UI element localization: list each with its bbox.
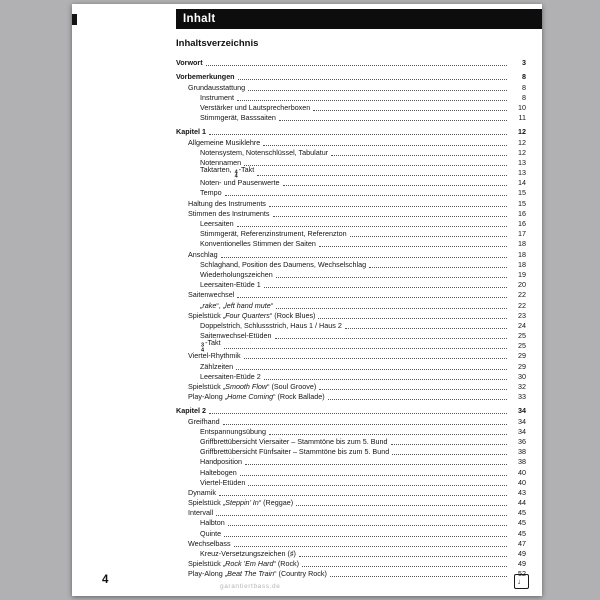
dot-leader xyxy=(223,424,507,425)
toc-entry-label: Allgemeine Musiklehre xyxy=(188,137,261,147)
toc-entry-page: 25 xyxy=(518,331,526,341)
toc-entry xyxy=(176,300,526,310)
toc-entry xyxy=(176,260,526,270)
toc-entry-page: 29 xyxy=(518,361,526,371)
toc-entry-label: Spielstück „Rock ’Em Hard“ (Rock) xyxy=(188,559,300,569)
toc-entry-label: Schlaghand, Position des Daumens, Wechselschlag xyxy=(200,259,367,269)
toc-entry-page: 8 xyxy=(522,92,526,102)
time-signature-icon: 4 4 xyxy=(234,169,238,180)
toc-entry xyxy=(176,209,526,219)
dot-leader xyxy=(269,434,507,435)
toc-list xyxy=(176,58,526,579)
toc-entry xyxy=(176,82,526,92)
toc-entry xyxy=(176,457,526,467)
toc-entry-page: 30 xyxy=(518,371,526,381)
dot-leader xyxy=(257,175,507,176)
dot-leader xyxy=(269,206,507,207)
toc-entry-label: Wiederholungszeichen xyxy=(200,269,273,279)
toc-entry-label: Anschlag xyxy=(188,249,218,259)
toc-entry-page: 10 xyxy=(518,102,526,112)
toc-entry xyxy=(176,229,526,239)
dot-leader xyxy=(328,399,507,400)
dot-leader xyxy=(248,485,507,486)
toc-entry xyxy=(176,137,526,147)
toc-entry-page: 15 xyxy=(518,198,526,208)
dot-leader xyxy=(244,165,507,166)
toc-entry-page: 45 xyxy=(518,528,526,538)
toc-entry-label: Leersaiten-Etüde 2 xyxy=(200,371,261,381)
toc-entry-label: Stimmgerät, Basssaiten xyxy=(200,113,276,123)
toc-entry-label: Konventionelles Stimmen der Saiten xyxy=(200,239,316,249)
dot-leader xyxy=(283,185,507,186)
toc-entry-label: Grundausstattung xyxy=(188,82,246,92)
toc-entry-page: 18 xyxy=(518,239,526,249)
toc-entry xyxy=(176,311,526,321)
toc-entry xyxy=(176,488,526,498)
dot-leader xyxy=(273,216,508,217)
toc-entry xyxy=(176,290,526,300)
toc-entry-page: 52 xyxy=(518,569,526,579)
dot-leader xyxy=(209,413,507,414)
toc-entry-page: 33 xyxy=(518,392,526,402)
dot-leader xyxy=(244,358,507,359)
dot-leader xyxy=(331,155,507,156)
toc-entry-label: Verstärker und Lautsprecherboxen xyxy=(200,102,311,112)
dot-leader xyxy=(228,525,507,526)
toc-entry-label: Viertel-Rhythmik xyxy=(188,351,241,361)
toc-entry xyxy=(176,351,526,361)
toc-entry xyxy=(176,416,526,426)
toc-entry xyxy=(176,518,526,528)
toc-entry-page: 29 xyxy=(518,351,526,361)
dot-leader xyxy=(237,226,507,227)
toc-entry xyxy=(176,127,526,137)
toc-entry-label: Entspannungsübung xyxy=(200,426,266,436)
toc-entry xyxy=(176,406,526,416)
dot-leader xyxy=(296,505,507,506)
dot-leader xyxy=(234,546,507,547)
dot-leader xyxy=(216,515,507,516)
dot-leader xyxy=(299,556,507,557)
dot-leader xyxy=(237,100,507,101)
publisher-logo xyxy=(514,574,529,589)
toc-entry-page: 16 xyxy=(518,219,526,228)
toc-entry xyxy=(176,559,526,569)
dot-leader xyxy=(238,79,507,80)
toc-entry-label: Vorwort xyxy=(176,58,203,68)
toc-entry-label: Zählzeiten xyxy=(200,361,234,371)
toc-entry-label: Stimmen des Instruments xyxy=(188,208,270,218)
toc-entry xyxy=(176,58,526,68)
toc-entry-page: 45 xyxy=(518,518,526,528)
toc-entry-page: 12 xyxy=(518,147,526,157)
dot-leader xyxy=(319,389,507,390)
toc-entry-label: Tempo xyxy=(200,188,222,198)
toc-entry-label: Spielstück „Smooth Flow“ (Soul Groove) xyxy=(188,382,317,391)
toc-entry-label: Halbton xyxy=(200,518,225,528)
dot-leader xyxy=(236,369,507,370)
print-mark xyxy=(72,14,77,25)
toc-entry-page: 8 xyxy=(522,82,526,92)
toc-content xyxy=(176,38,526,579)
toc-entry-page: 47 xyxy=(518,538,526,548)
toc-entry xyxy=(176,331,526,341)
toc-entry-page: 17 xyxy=(518,229,526,239)
toc-entry-page: 16 xyxy=(518,208,526,218)
toc-entry-page: 40 xyxy=(518,477,526,487)
toc-entry-page: 25 xyxy=(518,341,526,351)
toc-entry xyxy=(176,321,526,331)
toc-entry xyxy=(176,498,526,508)
time-signature-icon: 3 4 xyxy=(201,342,205,354)
toc-entry-label: 3 4 -Takt xyxy=(201,338,221,354)
dot-leader xyxy=(319,246,507,247)
toc-entry-label: Viertel-Etüden xyxy=(200,477,246,487)
dot-leader xyxy=(276,277,507,278)
toc-entry-label: „rake“, „left hand mute“ xyxy=(200,300,274,310)
dot-leader xyxy=(206,65,507,66)
toc-entry xyxy=(176,549,526,559)
dot-leader xyxy=(264,287,507,288)
toc-entry xyxy=(176,478,526,488)
toc-entry-page: 34 xyxy=(518,416,526,426)
toc-entry-label: Leersaiten-Etüde 1 xyxy=(200,280,261,290)
toc-entry xyxy=(176,270,526,280)
toc-entry-label: Kapitel 2 xyxy=(176,406,206,416)
dot-leader xyxy=(219,495,507,496)
toc-entry xyxy=(176,338,526,354)
toc-entry-label: Haltung des Instruments xyxy=(188,198,266,208)
dot-leader xyxy=(313,110,507,111)
toc-entry-page: 49 xyxy=(518,549,526,558)
toc-entry-page: 34 xyxy=(518,406,526,416)
toc-entry xyxy=(176,447,526,457)
toc-entry xyxy=(176,528,526,538)
toc-entry-page: 19 xyxy=(518,269,526,279)
toc-entry-label: Griffbrettübersicht Viersaiter – Stammtöne bis zum 5. Bund xyxy=(200,436,388,446)
dot-leader xyxy=(345,328,507,329)
toc-entry xyxy=(176,249,526,259)
toc-entry xyxy=(176,72,526,82)
dot-leader xyxy=(392,454,507,455)
toc-entry xyxy=(176,113,526,123)
dot-leader xyxy=(237,297,507,298)
toc-entry-page: 44 xyxy=(518,498,526,508)
toc-entry xyxy=(176,93,526,103)
book-page xyxy=(72,4,542,596)
toc-entry xyxy=(176,508,526,518)
dot-leader xyxy=(330,576,507,577)
toc-entry-label: Taktarten, 4 4 -Takt xyxy=(200,164,255,180)
toc-entry-label: Quinte xyxy=(200,528,222,538)
toc-entry-page: 34 xyxy=(518,426,526,436)
dot-leader xyxy=(302,566,507,567)
toc-entry xyxy=(176,239,526,249)
dot-leader xyxy=(279,120,507,121)
toc-entry-label: Notennamen xyxy=(200,157,242,167)
toc-entry-page: 8 xyxy=(522,72,526,82)
toc-entry xyxy=(176,372,526,382)
dot-leader xyxy=(224,536,507,537)
toc-entry-label: Saitenwechsel xyxy=(188,290,235,300)
toc-entry-page: 12 xyxy=(518,127,526,137)
toc-entry-label: Saitenwechsel-Etüden xyxy=(200,331,272,341)
dot-leader xyxy=(248,90,507,91)
toc-entry xyxy=(176,148,526,158)
toc-entry-page: 24 xyxy=(518,320,526,330)
dot-leader xyxy=(225,195,507,196)
toc-entry xyxy=(176,467,526,477)
dot-leader xyxy=(276,308,507,309)
toc-entry xyxy=(176,361,526,371)
toc-entry-page: 13 xyxy=(518,168,526,178)
toc-entry-page: 14 xyxy=(518,178,526,188)
toc-entry-page: 20 xyxy=(518,280,526,290)
toc-entry xyxy=(176,164,526,180)
toc-entry xyxy=(176,539,526,549)
toc-entry-label: Play-Along „Home Coming“ (Rock Ballade) xyxy=(188,392,325,402)
page-number: 4 xyxy=(102,574,109,586)
toc-entry-page: 22 xyxy=(518,290,526,300)
toc-entry xyxy=(176,427,526,437)
toc-entry-page: 3 xyxy=(522,58,526,68)
toc-entry-page: 15 xyxy=(518,188,526,198)
dot-leader xyxy=(264,379,507,380)
dot-leader xyxy=(221,257,507,258)
toc-entry-page: 22 xyxy=(518,300,526,310)
dot-leader xyxy=(209,134,507,135)
dot-leader xyxy=(245,464,507,465)
publisher-logo-icon: ♩ xyxy=(517,576,526,586)
toc-entry-label: Instrument xyxy=(200,92,234,102)
toc-entry-label: Play-Along „Beat The Train“ (Country Rock) xyxy=(188,569,327,579)
toc-entry xyxy=(176,437,526,447)
toc-entry-label: Notensystem, Notenschlüssel, Tabulatur xyxy=(200,147,329,157)
toc-entry xyxy=(176,569,526,579)
toc-entry-label: Noten- und Pausenwerte xyxy=(200,178,280,188)
toc-entry-label: Stimmgerät, Referenzinstrument, Referenzton xyxy=(200,229,347,239)
toc-entry xyxy=(176,392,526,402)
toc-entry-page: 12 xyxy=(518,137,526,147)
chapter-header-label: Inhalt xyxy=(183,13,216,25)
toc-entry-label: Kreuz-Versetzungszeichen (♯) xyxy=(200,549,296,558)
toc-entry-page: 36 xyxy=(518,436,526,446)
toc-entry xyxy=(176,382,526,392)
toc-entry-label: Wechselbass xyxy=(188,538,231,548)
toc-entry-page: 23 xyxy=(518,310,526,320)
toc-entry-label: Spielstück „Steppin’ In“ (Reggae) xyxy=(188,498,294,508)
toc-entry-page: 18 xyxy=(518,249,526,259)
toc-entry-label: Intervall xyxy=(188,508,214,518)
dot-leader xyxy=(391,444,508,445)
toc-entry-label: Kapitel 1 xyxy=(176,127,206,137)
toc-entry-page: 49 xyxy=(518,559,526,569)
toc-entry-page: 13 xyxy=(518,157,526,167)
toc-entry-page: 45 xyxy=(518,508,526,518)
toc-entry-label: Haltebogen xyxy=(200,467,237,477)
dot-leader xyxy=(350,236,507,237)
toc-entry-page: 38 xyxy=(518,447,526,457)
toc-entry-page: 43 xyxy=(518,487,526,497)
chapter-header-bar xyxy=(176,9,542,29)
toc-entry-label: Leersaiten xyxy=(200,219,234,228)
toc-entry-page: 38 xyxy=(518,457,526,467)
toc-entry xyxy=(176,103,526,113)
toc-title: Inhaltsverzeichnis xyxy=(176,38,259,49)
toc-entry-label: Spielstück „Four Quarters“ (Rock Blues) xyxy=(188,310,316,320)
dot-leader xyxy=(275,338,507,339)
dot-leader xyxy=(369,267,507,268)
toc-entry-label: Handposition xyxy=(200,457,242,467)
toc-entry-page: 11 xyxy=(518,113,526,123)
dot-leader xyxy=(224,348,507,349)
toc-entry-label: Doppelstrich, Schlussstrich, Haus 1 / Haus 2 xyxy=(200,320,342,330)
toc-entry-label: Greifhand xyxy=(188,416,220,426)
toc-entry xyxy=(176,219,526,229)
toc-entry-label: Dynamik xyxy=(188,487,216,497)
toc-entry-page: 40 xyxy=(518,467,526,477)
toc-entry-page: 32 xyxy=(518,382,526,391)
toc-entry xyxy=(176,280,526,290)
dot-leader xyxy=(263,145,507,146)
watermark-text: garantiertbass.de xyxy=(220,583,281,590)
toc-entry-page: 18 xyxy=(518,259,526,269)
dot-leader xyxy=(240,475,507,476)
toc-entry xyxy=(176,178,526,188)
toc-entry-label: Griffbrettübersicht Fünfsaiter – Stammtöne bis zum 5. Bund xyxy=(200,447,390,457)
toc-entry xyxy=(176,198,526,208)
toc-entry-label: Vorbemerkungen xyxy=(176,72,235,82)
dot-leader xyxy=(318,318,507,319)
toc-entry xyxy=(176,188,526,198)
